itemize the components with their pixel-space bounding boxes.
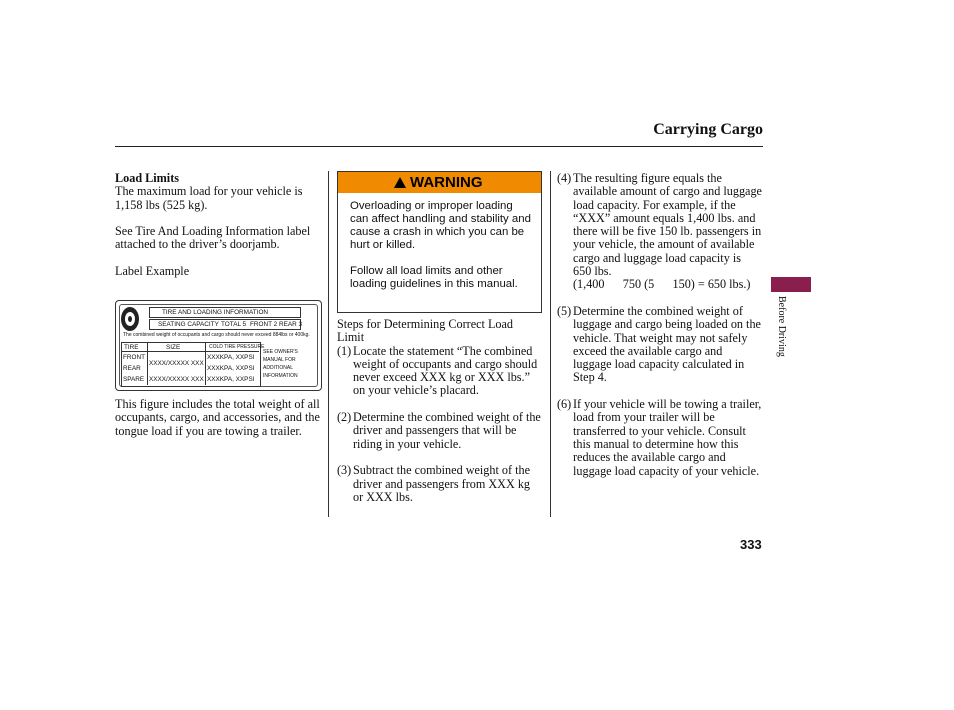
step-3-number: (3) [337,463,352,478]
label-example-caption: Label Example [115,264,190,279]
section-tab [771,277,811,292]
tire-table-col-rule-1 [147,342,148,385]
pressure-rear: XXXKPA, XXPSI [207,365,255,372]
warning-triangle-icon [394,177,406,188]
step-1 [337,345,542,398]
step-4-number: (4) [557,171,572,185]
seating-total: TOTAL 5 [221,321,247,328]
col-pressure: COLD TIRE PRESSURE [209,344,265,350]
see-label-text: See Tire And Loading Information label attached to the driver’s doorjamb. [115,224,311,252]
col-size: SIZE [166,344,181,351]
figure-description [115,398,320,451]
column-steps-2 [557,172,762,491]
step-3 [337,464,542,504]
step-5-text: Determine the combined weight of luggage and cargo being loaded on the vehicle. That weight may not safely exceed the available cargo and luggage load capacity calculated in Step 4. [573,303,761,385]
step-1-text: Locate the statement “The combined weight of occupants and cargo should never exceed XXX kg or XXX lbs.” on your vehicle’s placard. [353,343,538,398]
size-spare: XXXX/XXXXX XXX [149,376,204,383]
step-6 [557,398,762,478]
step-6-number: (6) [557,397,572,412]
tire-loading-label [115,300,322,391]
step-4-text: The resulting figure equals the available amount of cargo and luggage load capacity. For example, if the “XXX” amount equals 1,400 lbs. and there will be five 150 lb. passengers in your vehicle, the amount of available cargo and luggage load capacity is 650 lbs. [573,171,762,279]
warning-title: WARNING [410,174,483,191]
label-title: TIRE AND LOADING INFORMATION [162,309,269,316]
seating-capacity-label: SEATING CAPACITY [158,321,219,328]
label-notice: The combined weight of occupants and cargo should never exceed 884lbs or 400kg. [123,332,310,338]
max-load-text: The maximum load for your vehicle is 1,158 lbs (525 kg). [115,184,303,212]
step-4 [557,172,762,278]
warning-text-2: Follow all load limits and other loading guidelines in this manual. [350,265,518,290]
size-main: XXXX/XXXXX XXX [149,360,204,367]
column-load-limits [115,172,320,292]
page-number: 333 [740,537,762,552]
step-5 [557,305,762,385]
tire-icon [120,306,140,332]
pressure-front: XXXKPA, XXPSI [207,354,255,361]
figure-includes-text: This figure includes the total weight of all occupants, cargo, and accessories, and the tongue load if you are towing a trailer. [115,397,320,438]
col-tire: TIRE [124,344,139,351]
see-manual-4: INFORMATION [263,373,298,379]
seating-front: FRONT 2 [250,321,278,328]
see-manual-3: ADDITIONAL [263,365,294,371]
column-steps-1 [337,318,542,517]
load-limits-heading: Load Limits [115,171,179,185]
seating-rear: REAR 3 [279,321,303,328]
step-1-number: (1) [337,343,352,358]
section-label: Before Driving [776,296,787,357]
step-6-text: If your vehicle will be towing a trailer, load from your trailer will be transferred to your vehicle. Consult this manual to determine how this reduces the available cargo and luggage load capacity of your vehicle. [573,397,762,478]
see-manual-1: SEE OWNER'S [263,349,298,355]
warning-text-1: Overloading or improper loading can affect handling and stability and cause a crash in which you can be hurt or killed. [350,200,531,251]
step-5-number: (5) [557,303,572,318]
pressure-spare: XXXKPA, XXPSI [207,376,255,383]
step-3-text: Subtract the combined weight of the driver and passengers from XXX kg or XXX lbs. [353,463,531,504]
step-2 [337,411,542,451]
see-manual-2: MANUAL FOR [263,357,296,363]
warning-header [338,172,541,193]
row-rear: REAR [123,365,141,372]
step-2-text: Determine the combined weight of the driver and passengers that will be riding in your vehicle. [353,410,541,451]
column-divider-1 [328,171,329,517]
header-rule [115,146,763,147]
column-divider-2 [550,171,551,517]
warning-box [337,171,542,313]
steps-heading: Steps for Determining Correct Load Limit [337,317,513,345]
warning-body [338,193,541,291]
step-2-number: (2) [337,410,352,425]
example-formula: (1,400 750 (5 150) = 650 lbs.) [573,277,751,292]
row-front: FRONT [123,354,146,361]
page-title: Carrying Cargo [653,121,763,138]
row-spare: SPARE [123,376,145,383]
tire-table-col-rule-2 [205,342,206,385]
